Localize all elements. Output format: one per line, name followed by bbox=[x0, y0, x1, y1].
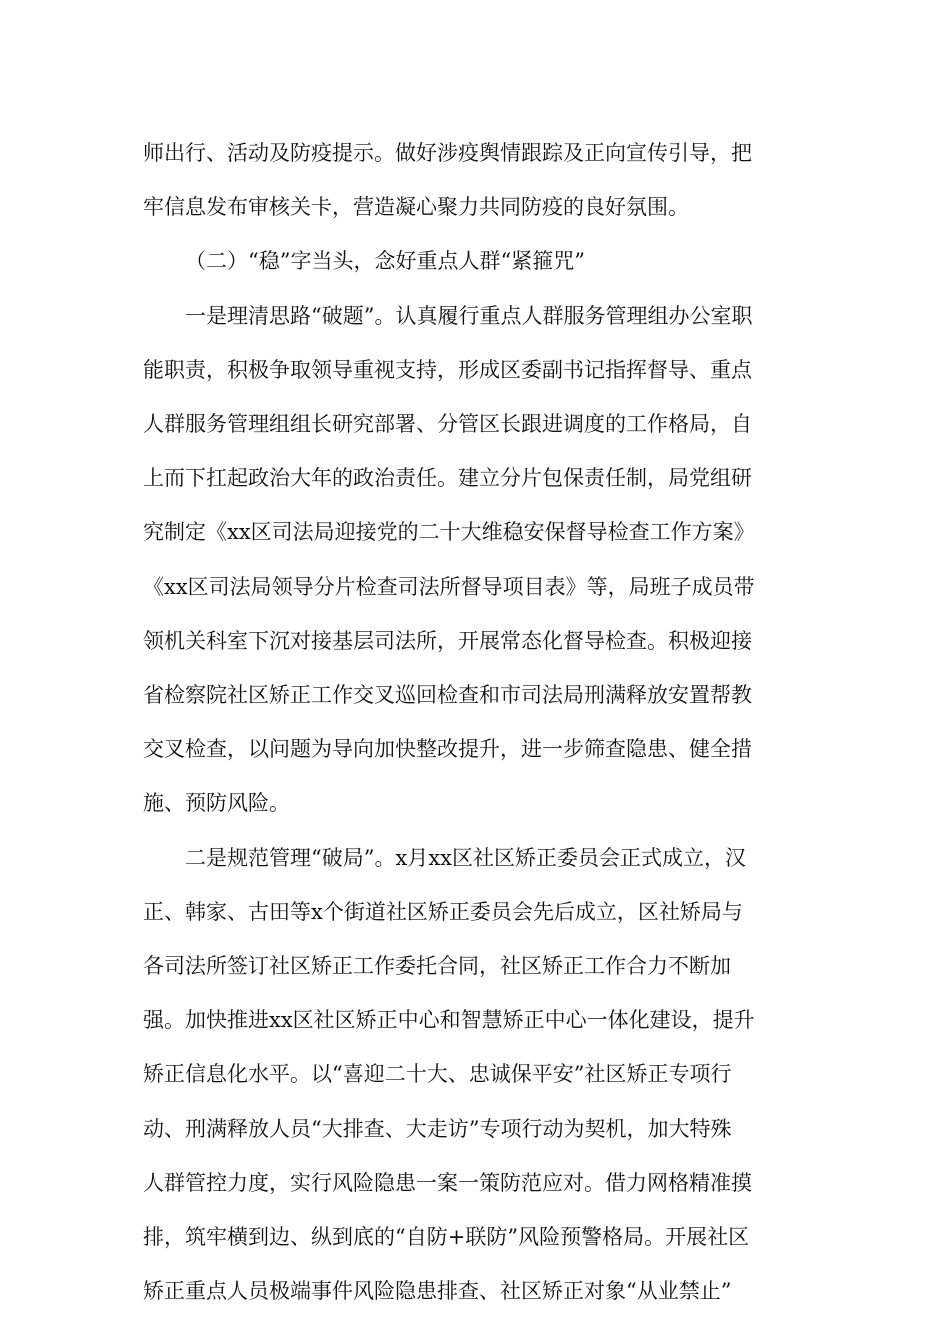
heading-text: （二）“稳”字当头，念好重点人群“紧箍咒” bbox=[185, 249, 585, 274]
text-line: 动、刑满释放人员“大排查、大走访”专项行动为契机，加大特殊 bbox=[143, 1116, 732, 1141]
text-line: 一是理清思路“破题”。认真履行重点人群服务管理组办公室职 bbox=[185, 303, 753, 328]
text-line: 各司法所签订社区矫正工作委托合同，社区矫正工作合力不断加 bbox=[143, 954, 731, 979]
text-line: 《xx区司法局领导分片检查司法所督导项目表》等，局班子成员带 bbox=[143, 574, 755, 599]
document-body bbox=[143, 126, 807, 1318]
paragraph-standardize-management bbox=[143, 831, 807, 1319]
text-line: 施、预防风险。 bbox=[143, 791, 290, 816]
text-line: 师出行、活动及防疫提示。做好涉疫舆情跟踪及正向宣传引导，把 bbox=[143, 141, 752, 165]
paragraph-clarify-thinking bbox=[143, 289, 807, 831]
text-line: 能职责，积极争取领导重视支持，形成区委副书记指挥督导、重点 bbox=[143, 357, 752, 382]
text-line: 牢信息发布审核关卡，营造凝心聚力共同防疫的良好氛围。 bbox=[143, 195, 689, 220]
text-line: 领机关科室下沉对接基层司法所，开展常态化督导检查。积极迎接 bbox=[143, 628, 752, 653]
text-line: 究制定《xx区司法局迎接党的二十大维稳安保督导检查工作方案》 bbox=[143, 520, 755, 545]
text-line: 矫正信息化水平。以“喜迎二十大、忠诚保平安”社区矫正专项行 bbox=[143, 1062, 732, 1087]
text-line: 排，筑牢横到边、纵到底的“自防+联防”风险预警格局。开展社区 bbox=[143, 1225, 750, 1250]
section-heading bbox=[143, 234, 807, 288]
text-line: 交叉检查，以问题为导向加快整改提升，进一步筛查隐患、健全措 bbox=[143, 737, 752, 762]
text-line: 矫正重点人员极端事件风险隐患排查、社区矫正对象“从业禁止” bbox=[143, 1279, 732, 1304]
text-line: 人群服务管理组组长研究部署、分管区长跟进调度的工作格局，自 bbox=[143, 412, 752, 437]
text-line: 上而下扛起政治大年的政治责任。建立分片包保责任制，局党组研 bbox=[143, 466, 752, 491]
text-line: 人群管控力度，实行风险隐患一案一策防范应对。借力网格精准摸 bbox=[143, 1170, 752, 1195]
text-line: 强。加快推进xx区社区矫正中心和智慧矫正中心一体化建设，提升 bbox=[143, 1008, 755, 1033]
text-line: 正、韩家、古田等x个街道社区矫正委员会先后成立，区社矫局与 bbox=[143, 899, 743, 924]
text-line: 二是规范管理“破局”。x月xx区社区矫正委员会正式成立，汉 bbox=[185, 845, 746, 870]
text-line: 省检察院社区矫正工作交叉巡回检查和市司法局刑满释放安置帮教 bbox=[143, 683, 752, 708]
paragraph-continuation bbox=[143, 126, 807, 234]
